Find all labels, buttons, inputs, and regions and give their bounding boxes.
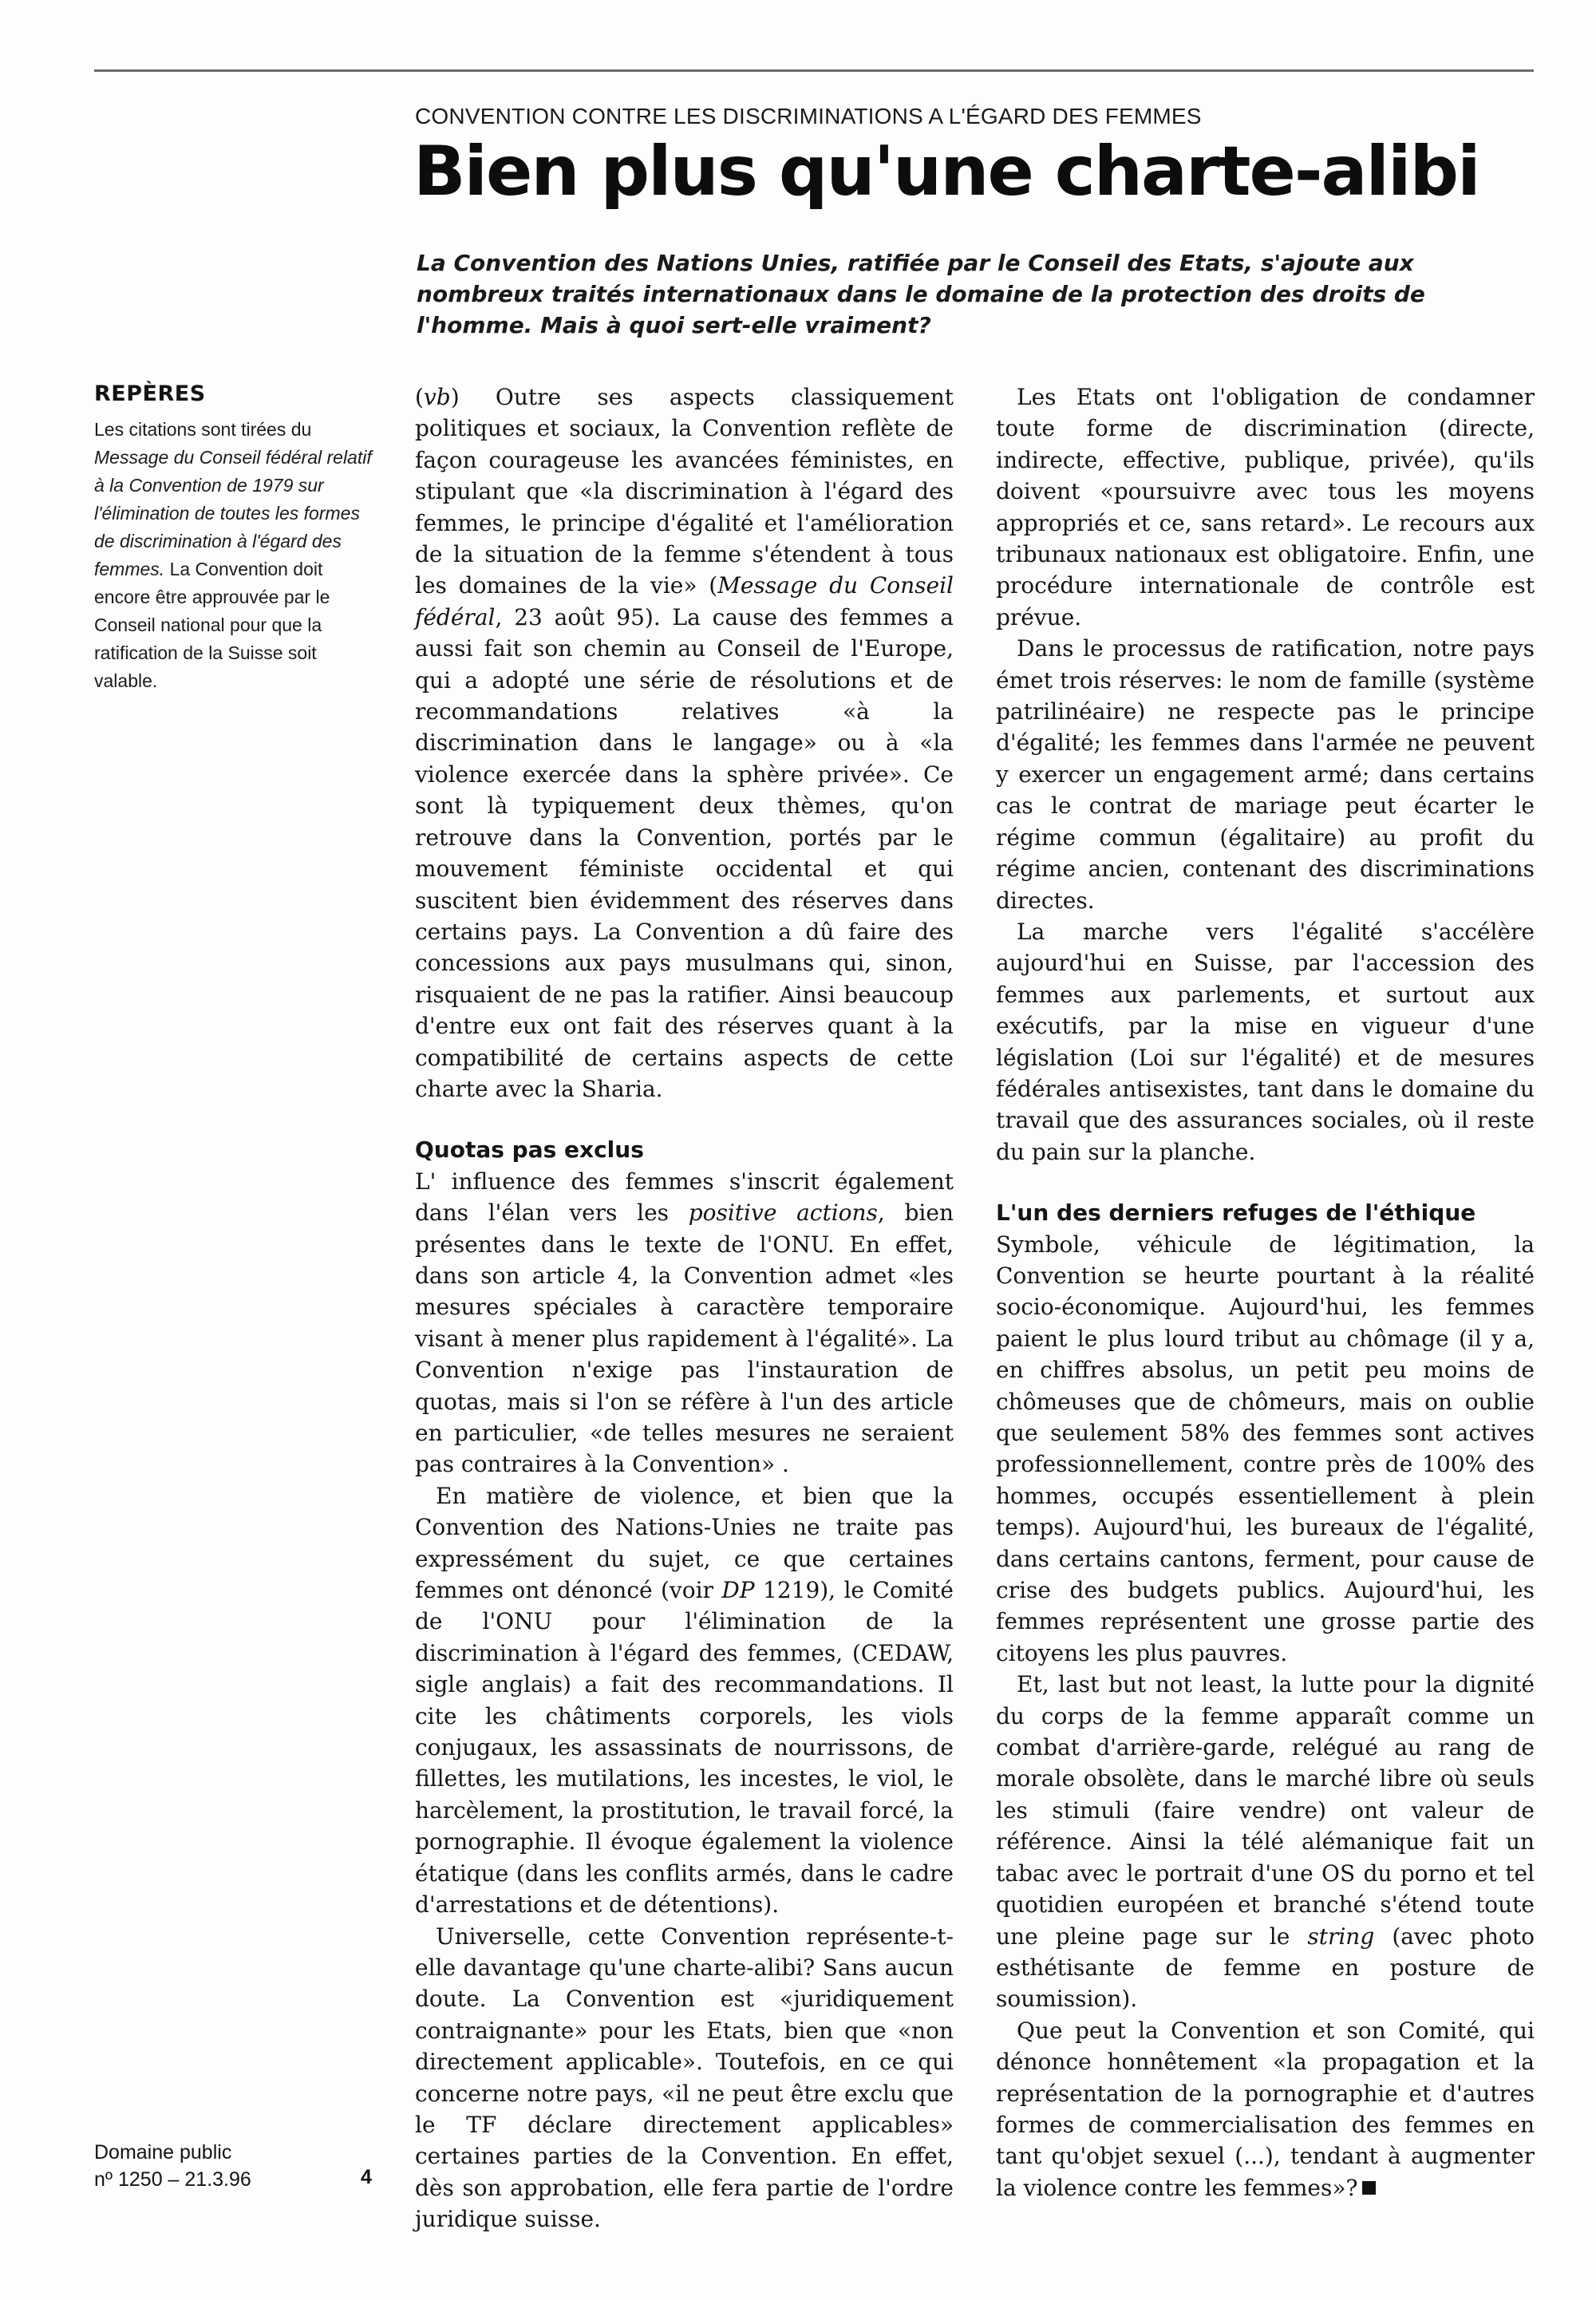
text-run-italic: positive actions	[688, 1199, 878, 1227]
paragraph-2	[415, 1166, 954, 1480]
text-run: Que peut la Convention et son Comité, qui dénonce honnêtement «la propagation et la représentation de la pornographie et d'autres formes de commercialisation des femmes en tant qu'objet sexuel (...), tendant à augmenter la violence contre les femmes»?	[996, 2017, 1535, 2201]
sidebar-text	[94, 416, 381, 695]
text-run: Et, last but not least, la lutte pour la dignité du corps de la femme apparaît comme un combat d'arrière-garde, relégué au rang de morale obsolète, dans le marché libre où seuls les stimuli (faire vendre) ont valeur de référence. Ainsi la télé alémanique fait un tabac avec le portrait d'une OS du porno et tel quotidien européen et branché s'étend toute une pleine page sur le	[996, 1671, 1535, 1950]
article-title: Bien plus qu'une charte-alibi	[413, 132, 1479, 211]
text-run: , 23 août 95). La cause des femmes a aussi fait son chemin au Conseil de l'Europe, qui a adopté une série de résolutions et de recommandations relatives «à la discrimination dans le langage» ou à «la violence exercée dans la sphère privée». Ce sont là typiquement deux thèmes, qu'on retrouve dans la Convention, portés par le mouvement féministe occidental et qui suscitent bien évidemment des réserves dans certains pays. La Convention a dû faire des concessions aux pays musulmans qui, sinon, risquaient de ne pas la ratifier. Ainsi beaucoup d'entre eux ont fait des réserves quant à la compatibilité de certains aspects de cette charte avec la Sharia.	[415, 603, 954, 1102]
article-column-1	[415, 381, 954, 2235]
sidebar-text-3: La Convention doit encore être approuvée par le Conseil national pour que la ratification de la Suisse soit valable.	[94, 559, 330, 691]
paragraph-8: Symbole, véhicule de légitimation, la Convention se heurte pourtant à la réalité socio-économique. Aujourd'hui, les femmes paient le plus lourd tribut au chômage (il y a, en chiffres absolus, un petit peu moins de chômeuses que de chômeurs, mais on oublie que seulement 58% des femmes sont actives professionnellement, contre près de 100% des hommes, occupés essentiellement à plein temps). Aujourd'hui, les bureaux de l'égalité, dans certains cantons, ferment, pour cause de crise des budgets publics. Aujourd'hui, les femmes représentent une grosse partie des citoyens les plus pauvres.	[996, 1231, 1535, 1666]
author-initials: vb	[423, 384, 451, 410]
subhead-ethique: L'un des derniers refuges de l'éthique	[996, 1199, 1476, 1227]
text-run: (avec photo esthétisante de femme en posture de soumission).	[996, 1923, 1535, 2013]
text-run: L' influence des femmes s'inscrit également dans l'élan vers les	[415, 1168, 954, 1227]
paragraph-4: Universelle, cette Convention représente-t-elle davantage qu'une charte-alibi? Sans aucun doute. La Convention est «juridiquement contraignante» pour les Etats, bien que «non directement applicable». Toutefois, en ce qui concerne notre pays, «il ne peut être exclu que le TF déclare directement applicables» certaines parties de la Convention. En effet, dès son approbation, elle fera partie de l'ordre juridique suisse.	[415, 1923, 954, 2233]
article-kicker: CONVENTION CONTRE LES DISCRIMINATIONS A L'ÉGARD DES FEMMES	[415, 104, 1202, 128]
end-of-article-mark	[1362, 2181, 1376, 2195]
paragraph-9	[996, 1669, 1535, 2014]
sidebar-reperes	[94, 381, 381, 695]
article-lede: La Convention des Nations Unies, ratifiée par le Conseil des Etats, s'ajoute aux nombreux traités internationaux dans le domaine de la protection des droits de l'homme. Mais à quoi sert-elle vraiment?	[417, 250, 1425, 338]
footer-publication	[94, 2139, 397, 2193]
text-run: 1219), le Comité de l'ONU pour l'élimination de la discrimination à l'égard des femmes, (CEDAW, sigle anglais) a fait des recommandations. Il cite les châtiments corporels, les viols conjugaux, les assassinats de nourrissons, de fillettes, les mutilations, les incestes, le viol, le harcèlement, la prostitution, le travail forcé, la pornographie. Il évoque également la violence étatique (dans les conflits armés, dans le cadre d'arrestations et de détentions).	[415, 1577, 954, 1919]
paragraph-5: Les Etats ont l'obligation de condamner toute forme de discrimination (directe, indirecte, effective, publique, privée), qu'ils doivent «poursuivre avec tous les moyens appropriés et ce, sans retard». Le recours aux tribunaux nationaux est obligatoire. Enfin, une procédure internationale de contrôle est prévue.	[996, 384, 1535, 630]
publication-name: Domaine public	[94, 2141, 232, 2164]
subhead-quotas: Quotas pas exclus	[415, 1136, 644, 1164]
paragraph-6: Dans le processus de ratification, notre pays émet trois réserves: le nom de famille (système patrilinéaire) ne respecte pas le principe d'égalité; les femmes dans l'armée ne peuvent y exercer un engagement armé; dans certains cas le contrat de mariage peut écarter le régime commun (égalitaire) au profit du régime ancien, contenant des discriminations directes.	[996, 635, 1535, 914]
paragraph-7: La marche vers l'égalité s'accélère aujourd'hui en Suisse, par l'accession des femmes aux parlements, et surtout aux exécutifs, par la mise en vigueur d'une législation (Loi sur l'égalité) et de mesures fédérales antisexistes, tant dans le domaine du travail que des assurances sociales, où il reste du pain sur la planche.	[996, 918, 1535, 1165]
text-run: ) Outre ses aspects classiquement politiques et sociaux, la Convention reflète de façon courageuse les avancées féministes, en stipulant que «la discrimination à l'égard des femmes, le principe d'égalité et l'amélioration de la situation de la femme s'étendent à tous les domaines de la vie» (	[415, 384, 954, 599]
paragraph-10	[996, 2015, 1535, 2203]
paragraph-1	[415, 381, 954, 1105]
paragraph-3	[415, 1480, 954, 1921]
sidebar-text-italic: Message du Conseil fédéral relatif à la Convention de 1979 sur l'élimination de toutes les formes de discrimination à l'égard des femmes.	[94, 447, 372, 579]
text-run: (	[415, 384, 424, 410]
page-number: 4	[361, 2166, 372, 2188]
text-run: En matière de violence, et bien que la Convention des Nations-Unies ne traite pas expressément du sujet, ce que certaines femmes ont dénoncé (voir	[415, 1482, 954, 1604]
top-rule	[94, 69, 1534, 72]
sidebar-title: REPÈRES	[94, 381, 206, 406]
article-column-2	[996, 381, 1535, 2203]
sidebar-text-1: Les citations sont tirées du	[94, 419, 312, 440]
text-run-italic: string	[1307, 1923, 1375, 1950]
text-run: , bien présentes dans le texte de l'ONU. En effet, dans son article 4, la Convention admet «les mesures spéciales à caractère temporaire visant à mener plus rapidement à l'égalité». La Convention n'exige pas l'instauration de quotas, mais si l'on se réfère à l'un des article en particulier, «de telles mesures ne seraient pas contraires à la Convention» .	[415, 1199, 954, 1478]
text-run-italic: DP	[721, 1577, 755, 1604]
text-run-italic: Message du Conseil fédéral	[415, 572, 954, 630]
issue-number: nº 1250 – 21.3.96	[94, 2168, 251, 2191]
